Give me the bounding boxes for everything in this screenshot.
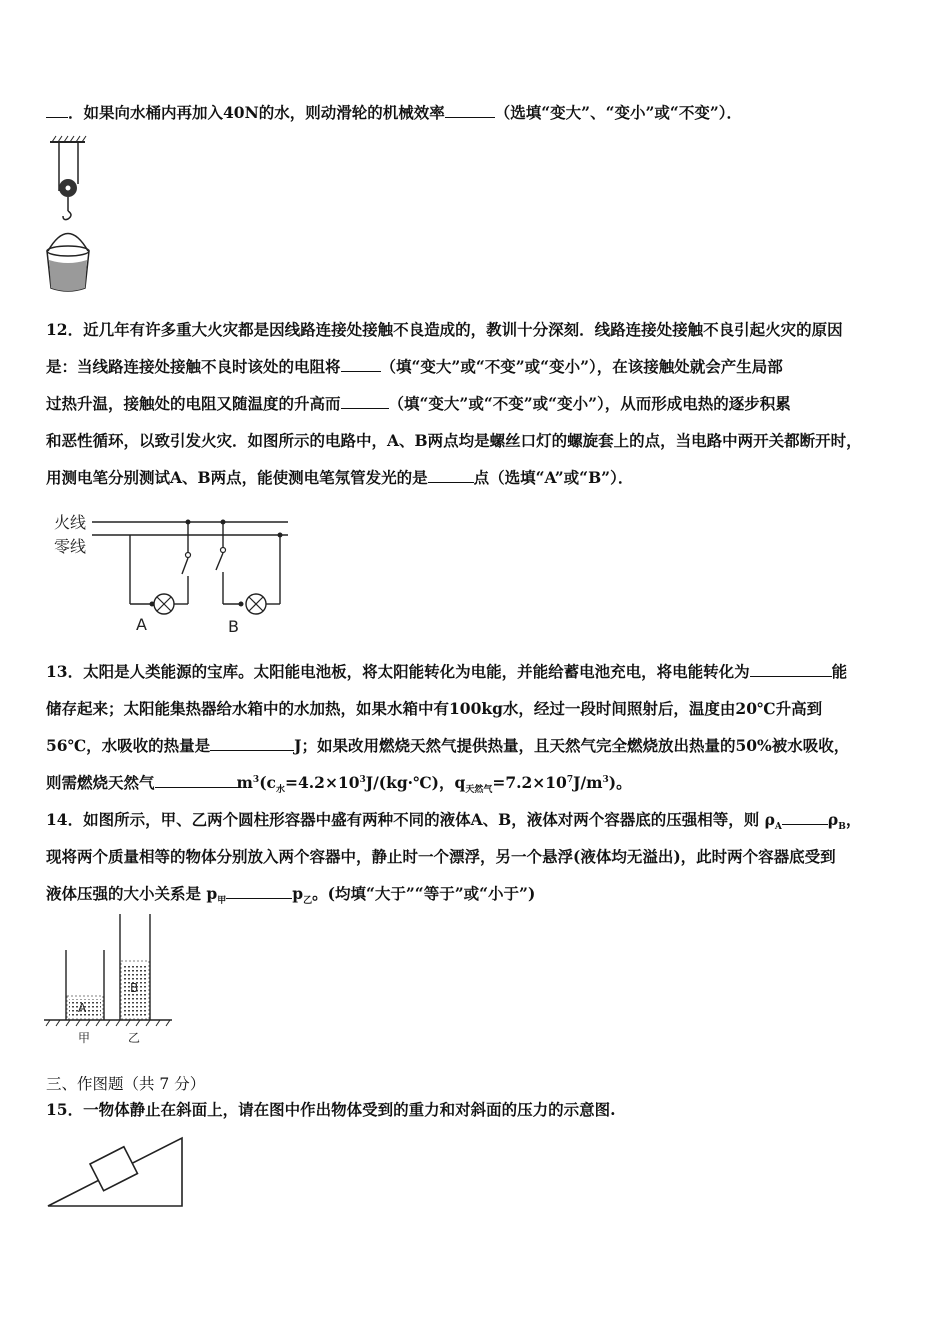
q13-line-1: 13．太阳是人类能源的宝库。太阳能电池板，将太阳能转化为电能，并能给蓄电池充电，将电能转化为 能 bbox=[46, 662, 848, 681]
q13-line-4: 则需燃烧天然气 $m^3(c_水=4.2\times 10^3J/(kg\cdot℃)$，$q_{天然气}=7.2\times 10^7J/m^3$)。 bbox=[46, 773, 632, 796]
q12-line-3: 过热升温，接触处的电阻又随温度的升高而 （填“变大”或“不变”或“变小”），从而形成电热的逐步积累 bbox=[46, 394, 791, 413]
point-a-label: A bbox=[136, 615, 147, 634]
q11-blank-1[interactable] bbox=[46, 103, 68, 118]
q12-line-1: 12．近几年有许多重大火灾都是因线路连接处接触不良造成的，教训十分深刻．线路连接处接触不良引起火灾的原因 bbox=[46, 320, 843, 339]
container-yi-label: 乙 bbox=[128, 1031, 141, 1045]
q11-blank-2[interactable] bbox=[445, 103, 495, 118]
liquid-a-label: A bbox=[78, 1001, 87, 1015]
q13-blank-2[interactable] bbox=[210, 736, 294, 751]
circuit-figure bbox=[48, 508, 298, 638]
q13-line-2: 储存起来；太阳能集热器给水箱中的水加热，如果水箱中有100kg水，经过一段时间照射后，温度由20℃升高到 bbox=[46, 699, 823, 718]
q11-line: ．如果向水桶内再加入40N的水，则动滑轮的机械效率 （选填“变大”、“变小”或“不变”）． bbox=[46, 103, 742, 123]
q14-line-1: 14．如图所示，甲、乙两个圆柱形容器中盛有两种不同的液体A、B，液体对两个容器底的压强相等，则 $\rho_A$ $\rho_B$， bbox=[46, 810, 862, 833]
liquid-b-label: B bbox=[130, 981, 139, 995]
q13-blank-3[interactable] bbox=[155, 773, 237, 788]
q14-blank-1[interactable] bbox=[782, 810, 828, 825]
q15-line: 15．一物体静止在斜面上，请在图中作出物体受到的重力和对斜面的压力的示意图. bbox=[46, 1100, 616, 1119]
q14-line-3: 液体压强的大小关系是 $p_甲$ $p_乙$。(均填“大于”“等于”或“小于”) bbox=[46, 884, 536, 907]
section-3-title: 三、作图题（共 7 分） bbox=[46, 1075, 206, 1093]
q12-blank-1[interactable] bbox=[341, 357, 381, 372]
neutral-wire-label: 零线 bbox=[54, 537, 87, 556]
point-b-label: B bbox=[228, 617, 239, 636]
pulley-bucket-figure bbox=[40, 136, 110, 296]
q14-blank-2[interactable] bbox=[226, 884, 292, 899]
q12-blank-3[interactable] bbox=[428, 468, 474, 483]
q13-blank-1[interactable] bbox=[750, 662, 832, 677]
containers-figure bbox=[44, 914, 184, 1046]
incline-figure bbox=[46, 1134, 186, 1210]
live-wire-label: 火线 bbox=[54, 513, 87, 532]
q12-blank-2[interactable] bbox=[341, 394, 389, 409]
container-jia-label: 甲 bbox=[78, 1031, 91, 1045]
q12-line-5: 用测电笔分别测试A、B两点，能使测电笔氖管发光的是 点（选填“A”或“B”）． bbox=[46, 468, 634, 487]
q12-line-4: 和恶性循环，以致引发火灾．如图所示的电路中，A、B两点均是螺丝口灯的螺旋套上的点，当电路中两开关都断开时， bbox=[46, 431, 862, 450]
q12-line-2: 是：当线路连接处接触不良时该处的电阻将 （填“变大”或“不变”或“变小”），在该接触处就会产生局部 bbox=[46, 357, 783, 376]
q14-line-2: 现将两个质量相等的物体分别放入两个容器中，静止时一个漂浮，另一个悬浮(液体均无溢出)，此时两个容器底受到 bbox=[46, 847, 836, 866]
q13-line-3: 56℃，水吸收的热量是 J；如果改用燃烧天然气提供热量，且天然气完全燃烧放出热量的50%被水吸收， bbox=[46, 736, 850, 755]
